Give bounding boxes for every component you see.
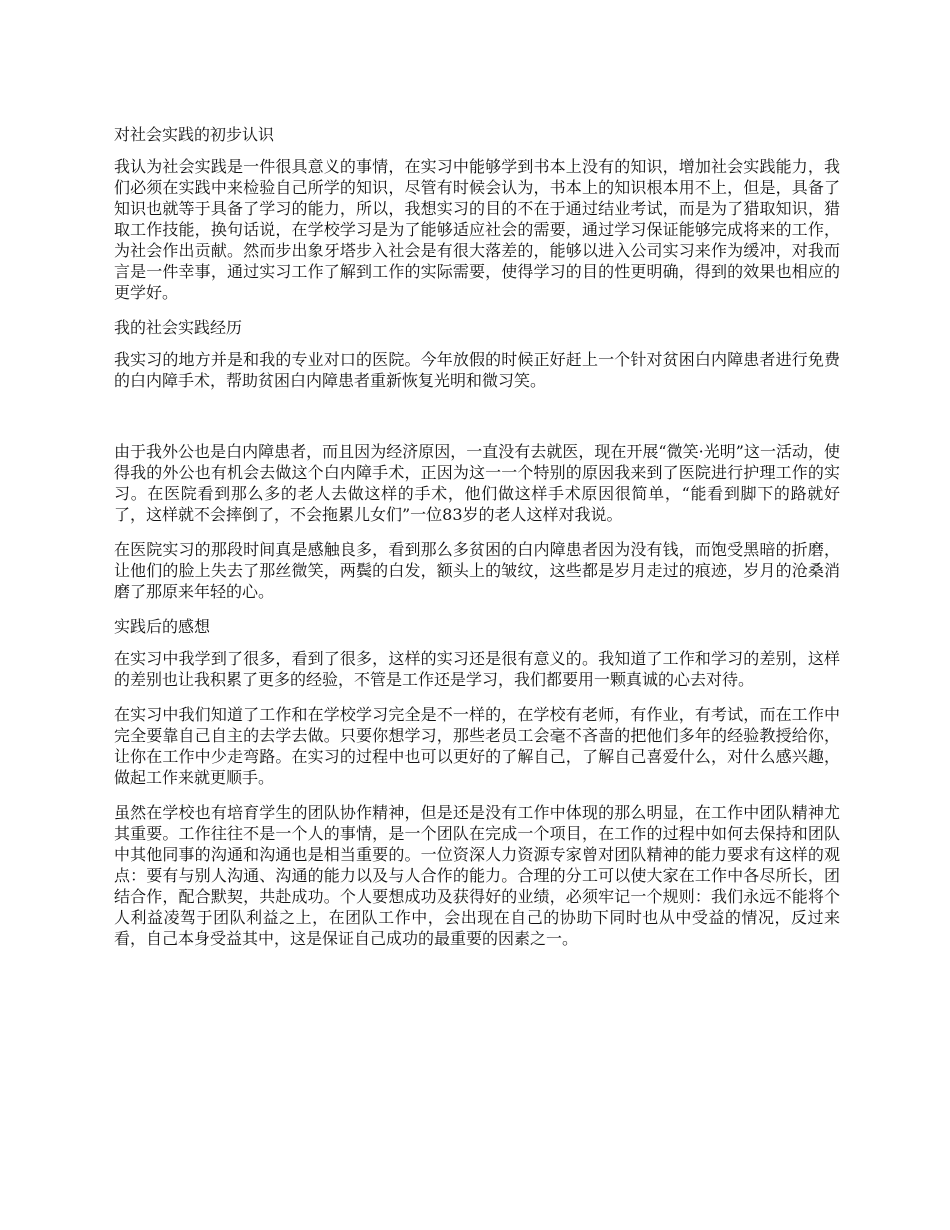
blank-gap: [114, 405, 840, 441]
paragraph-grandfather-story: 由于我外公也是白内障患者，而且因为经济原因，一直没有去就医，现在开展“微笑·光明”这一活动，使得我的外公也有机会去做这个白内障手术，正因为这一一个特别的原因我来到了医院进行护理工作的实习。在医院看到那么多的老人去做这样的手术，他们做这样手术原因很简单，“能看到脚下的路就好了，这样就不会摔倒了，不会拖累儿女们”一位83岁的老人这样对我说。: [114, 442, 840, 524]
paragraph-work-vs-school: 在实习中我们知道了工作和在学校学习完全是不一样的，在学校有老师，有作业，有考试，而在工作中完全要靠自己自主的去学去做。只要你想学习，那些老员工会毫不吝啬的把他们多年的经验教授给你，让你在工作中少走弯路。在实习的过程中也可以更好的了解自己，了解自己喜爱什么，对什么感兴趣，做起工作来就更顺手。: [114, 705, 840, 787]
section-heading-initial-understanding: 对社会实践的初步认识: [114, 125, 275, 144]
section-heading-practice-experience: 我的社会实践经历: [114, 318, 243, 337]
paragraph-internship-location: 我实习的地方并是和我的专业对口的医院。今年放假的时候正好赶上一个针对贫困白内障患者进行免费的白内障手术，帮助贫困白内障患者重新恢复光明和微习笑。: [114, 350, 840, 390]
paragraph-social-practice-meaning: 我认为社会实践是一件很具意义的事情，在实习中能够学到书本上没有的知识，增加社会实践能力，我们必须在实践中来检验自己所学的知识，尽管有时候会认为，书本上的知识根本用不上，但是，具备了知识也就等于具备了学习的能力，所以，我想实习的目的不在于通过结业考试，而是为了猎取知识，猎取工作技能，换句话说，在学校学习是为了能够适应社会的需要，通过学习保证能够完成将来的工作，为社会作出贡献。然而步出象牙塔步入社会是有很大落差的，能够以进入公司实习来作为缓冲，对我而言是一件幸事，通过实习工作了解到工作的实际需要，使得学习的目的性更明确，得到的效果也相应的更学好。: [114, 157, 840, 302]
paragraph-learned-much: 在实习中我学到了很多，看到了很多，这样的实习还是很有意义的。我知道了工作和学习的差别，这样的差别也让我积累了更多的经验，不管是工作还是学习，我们都要用一颗真诚的心去对待。: [114, 649, 840, 689]
paragraph-team-spirit: 虽然在学校也有培育学生的团队协作精神，但是还是没有工作中体现的那么明显，在工作中团队精神尤其重要。工作往往不是一个人的事情，是一个团队在完成一个项目，在工作的过程中如何去保持和团队中其他同事的沟通和沟通也是相当重要的。一位资深人力资源专家曾对团队精神的能力要求有这样的观点：要有与别人沟通、沟通的能力以及与人合作的能力。合理的分工可以使大家在工作中各尽所长，团结合作，配合默契，共赴成功。个人要想成功及获得好的业绩，必须牢记一个规则：我们永远不能将个人利益凌驾于团队利益之上，在团队工作中，会出现在自己的协助下同时也从中受益的情况，反过来看，自己本身受益其中，这是保证自己成功的最重要的因素之一。: [114, 803, 840, 948]
paragraph-hospital-feelings: 在医院实习的那段时间真是感触良多，看到那么多贫困的白内障患者因为没有钱，而饱受黑暗的折磨，让他们的脸上失去了那丝微笑，两鬓的白发，额头上的皱纹，这些都是岁月走过的痕迹，岁月的沧桑消磨了那原来年轻的心。: [114, 540, 840, 601]
section-heading-reflections: 实践后的感想: [114, 617, 211, 636]
